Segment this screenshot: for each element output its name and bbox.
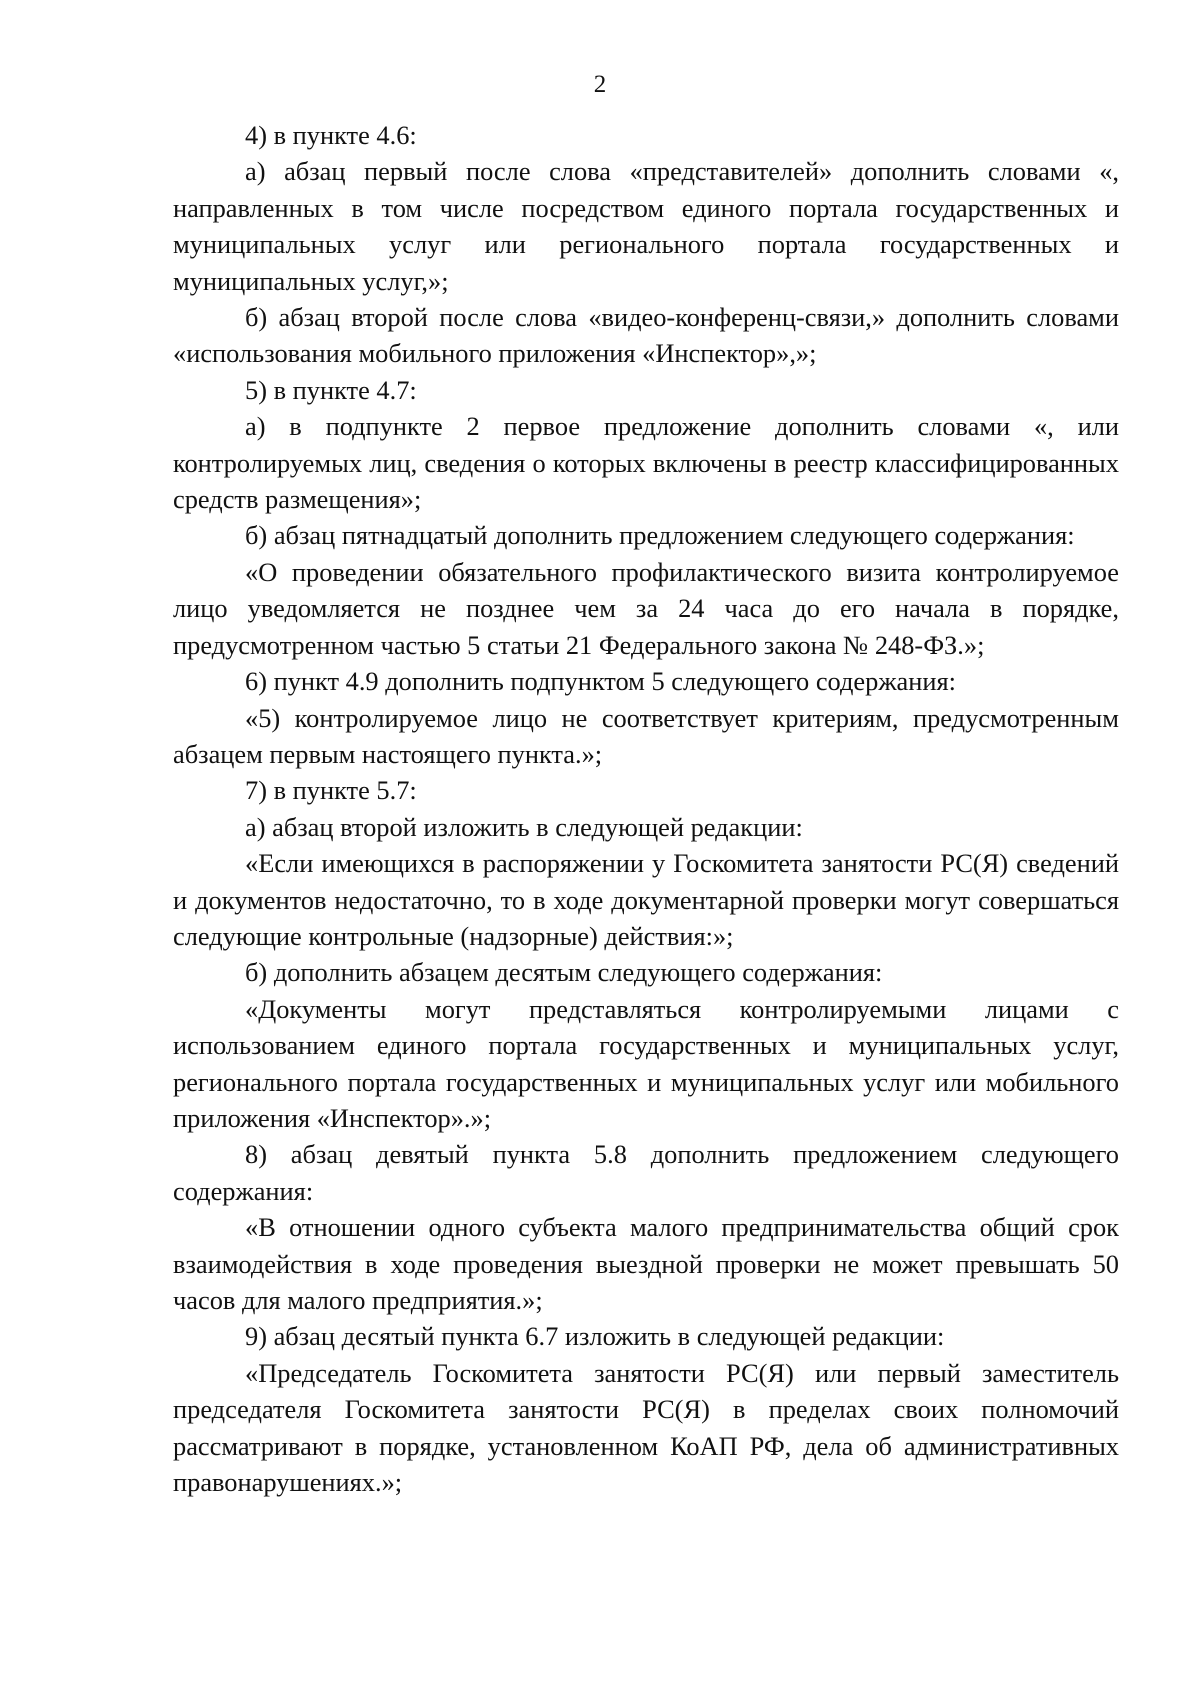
paragraph: «Документы могут представляться контролируемыми лицами с использованием единого портала государственных и муниципальных услуг, регионального портала государственных и муниципальных услуг или мобильного приложения «Инспектор».»; bbox=[173, 993, 1119, 1133]
document-body bbox=[173, 117, 1119, 1500]
paragraph: «В отношении одного субъекта малого предпринимательства общий срок взаимодействия в ходе проведения выездной проверки не может превышать 50 часов для малого предприятия.»; bbox=[173, 1212, 1119, 1315]
page-number: 2 bbox=[593, 71, 607, 98]
paragraph: 5) в пункте 4.7: bbox=[245, 374, 417, 405]
paragraph: 8) абзац девятый пункта 5.8 дополнить предложением следующего содержания: bbox=[173, 1139, 1119, 1206]
paragraph: 4) в пункте 4.6: bbox=[245, 120, 417, 150]
paragraph: б) абзац второй после слова «видео-конференц-связи,» дополнить словами «использования мобильного приложения «Инспектор»,»; bbox=[173, 302, 1119, 369]
paragraph: 7) в пункте 5.7: bbox=[245, 775, 417, 806]
paragraph: 6) пункт 4.9 дополнить подпунктом 5 следующего содержания: bbox=[245, 666, 956, 697]
paragraph: б) дополнить абзацем десятым следующего содержания: bbox=[245, 957, 883, 988]
paragraph: «5) контролируемое лицо не соответствует критериям, предусмотренным абзацем первым настоящего пункта.»; bbox=[173, 702, 1119, 769]
paragraph: а) в подпункте 2 первое предложение дополнить словами «, или контролируемых лиц, сведения о которых включены в реестр классифицированных средств размещения»; bbox=[173, 411, 1119, 515]
paragraph: б) абзац пятнадцатый дополнить предложением следующего содержания: bbox=[245, 520, 1075, 551]
paragraph: 9) абзац десятый пункта 6.7 изложить в следующей редакции: bbox=[245, 1321, 945, 1352]
paragraph: «О проведении обязательного профилактического визита контролируемое лицо уведомляется не позднее чем за 24 часа до его начала в порядке, предусмотренном частью 5 статьи 21 Федерального закона № 248-ФЗ.»; bbox=[173, 556, 1119, 660]
paragraph: а) абзац второй изложить в следующей редакции: bbox=[245, 811, 803, 842]
paragraph: «Председатель Госкомитета занятости РС(Я) или первый заместитель председателя Госкомитета занятости РС(Я) в пределах своих полномочий рассматривают в порядке, установленном КоАП РФ, дела об административных правонарушениях.»; bbox=[173, 1357, 1119, 1498]
paragraph: «Если имеющихся в распоряжении у Госкомитета занятости РС(Я) сведений и документов недостаточно, то в ходе документарной проверки могут совершаться следующие контрольные (надзорные) действия:»; bbox=[173, 848, 1119, 951]
paragraph: а) абзац первый после слова «представителей» дополнить словами «, направленных в том числе посредством единого портала государственных и муниципальных услуг или регионального портала государственных и муниципальных услуг,»; bbox=[173, 156, 1119, 296]
